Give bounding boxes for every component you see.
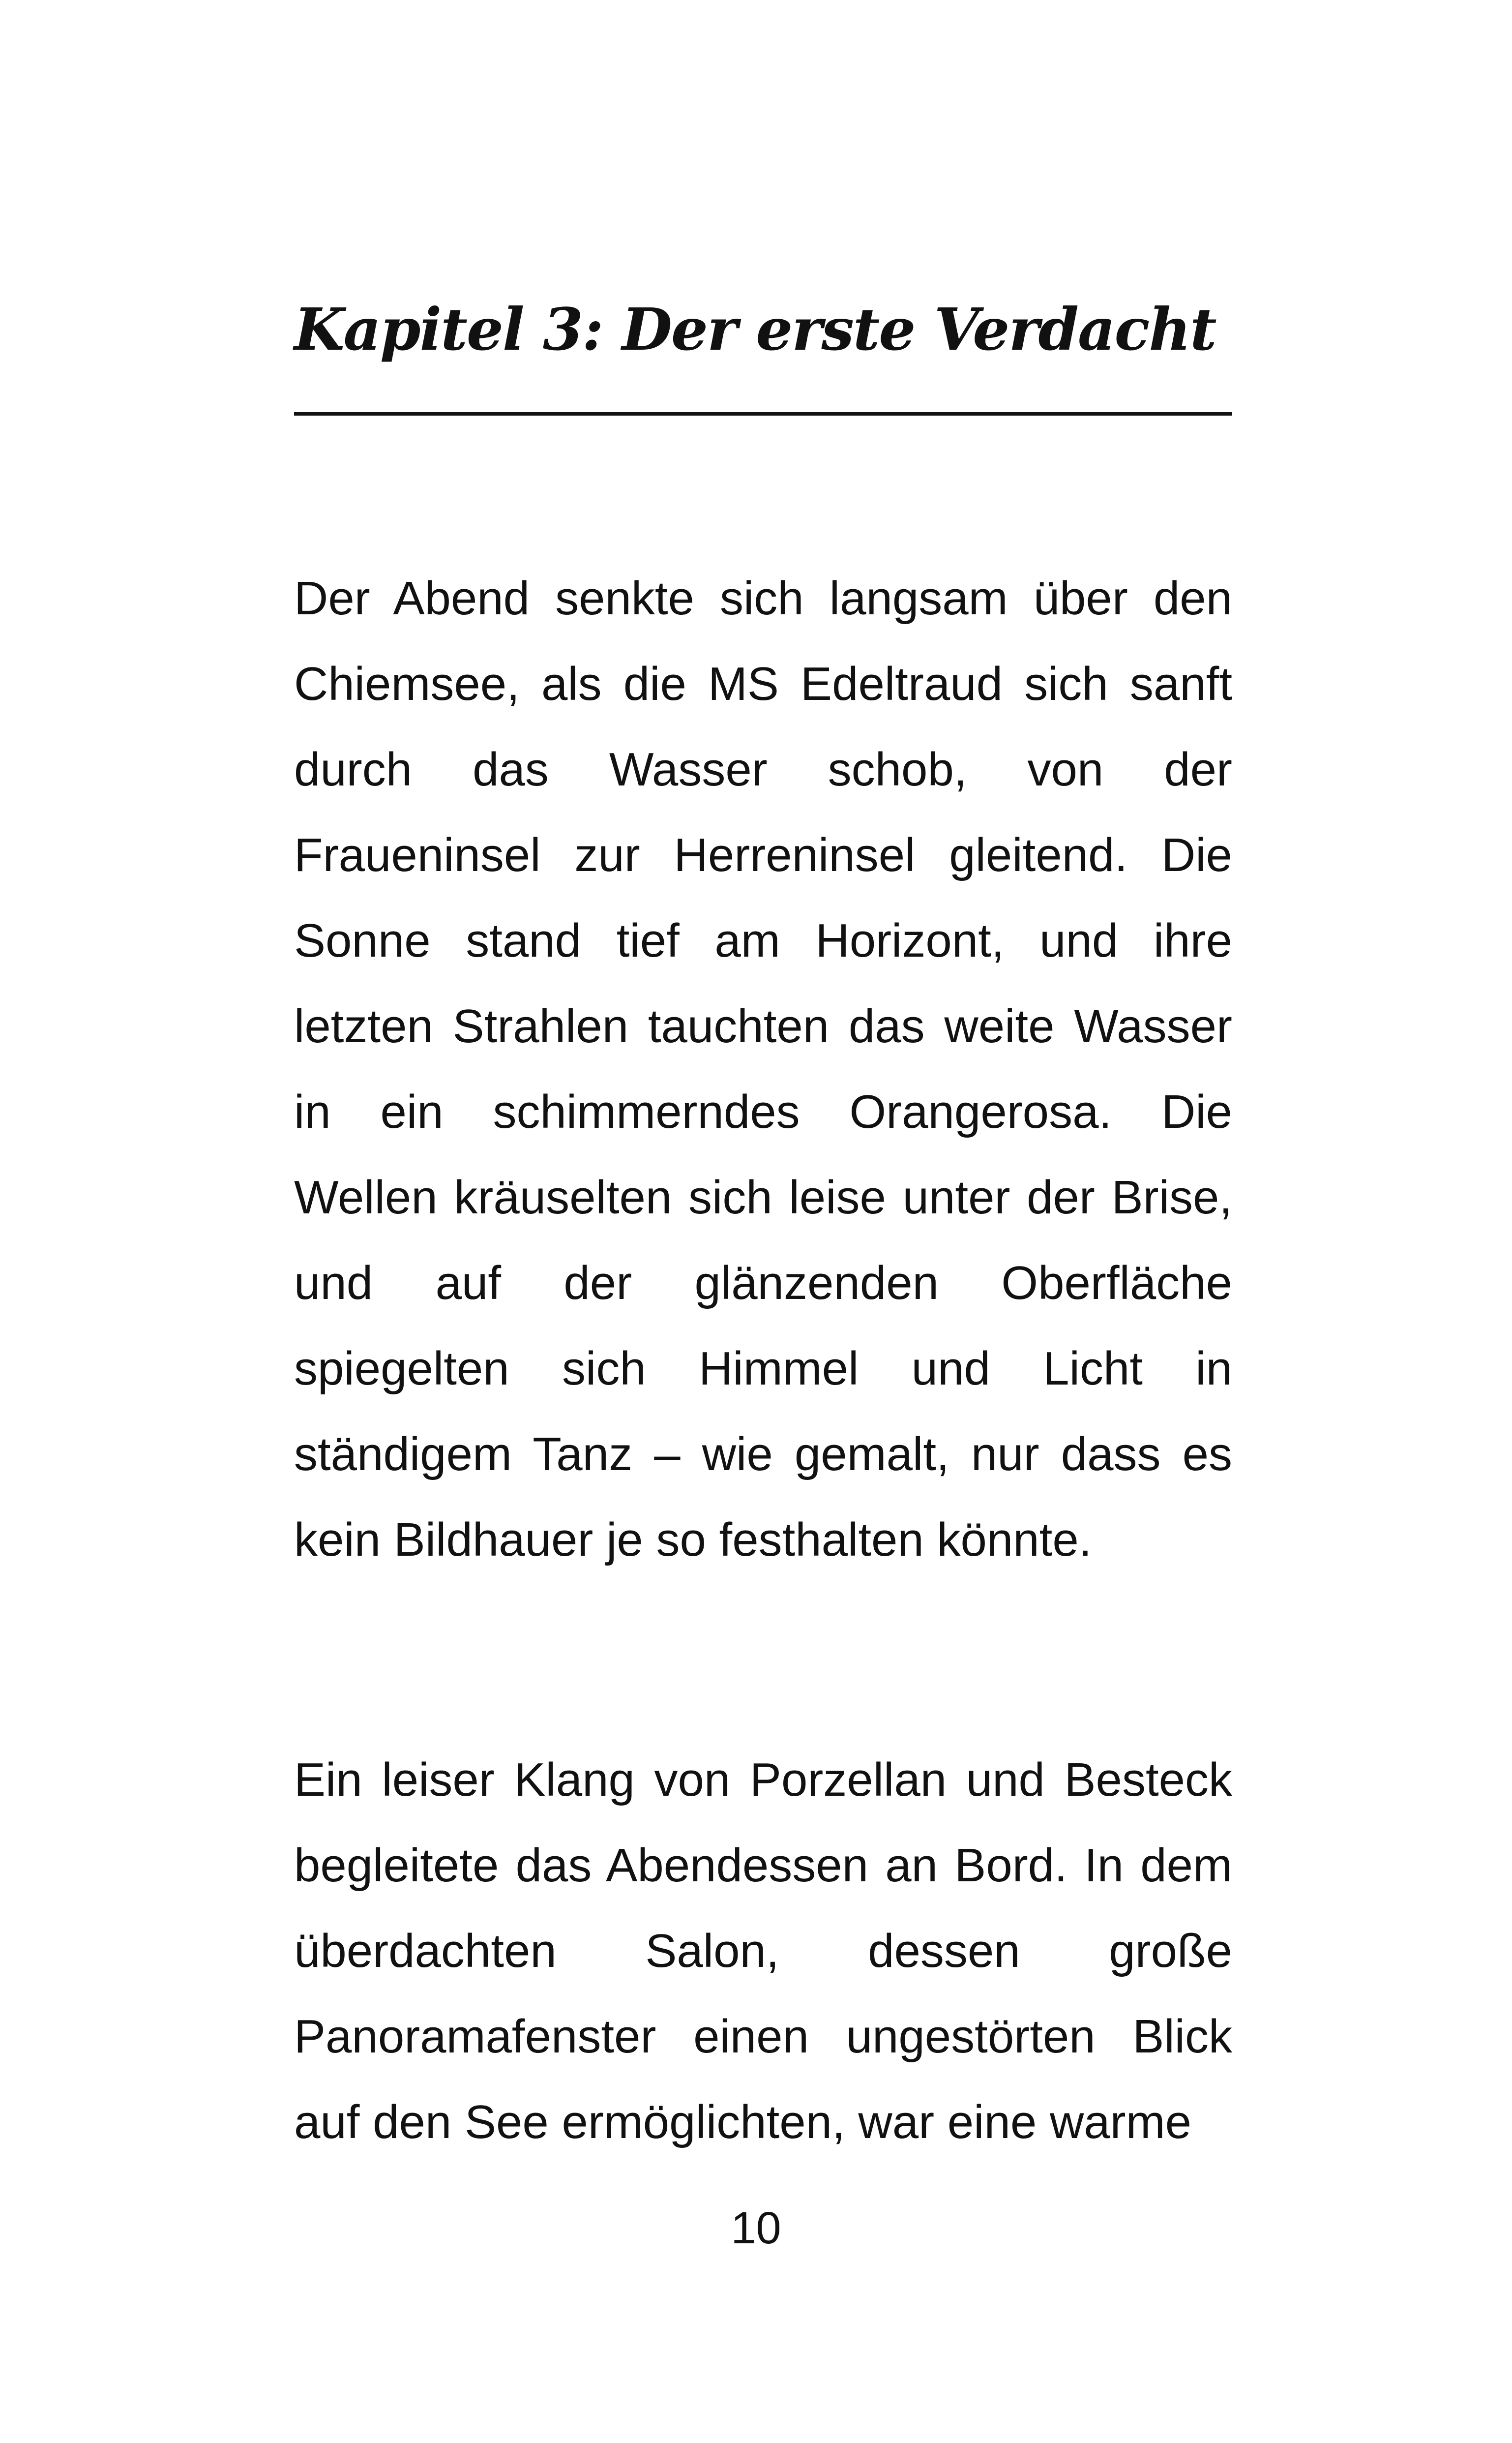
chapter-title: Kapitel 3: Der erste Verdacht [294, 295, 1216, 363]
page-number: 10 [731, 2203, 781, 2253]
body-paragraph-1: Der Abend senkte sich langsam über den Chiemsee, als die MS Edeltraud sich sanft durch das Wasser schob, von der Fraueninsel zur Herreninsel gleitend. Die Sonne stand tief am Horizont, und ihre letzten Strahlen tauchten das weite Wasser in ein schimmerndes Orangerosa. Die Wellen kräuselten sich leise unter der Brise, und auf der glänzenden Oberfläche spiegelten sich Himmel und Licht in ständigem Tanz – wie gemalt, nur dass es kein Bildhauer je so festhalten könnte. [294, 572, 1232, 1566]
body-paragraph-2: Ein leiser Klang von Porzellan und Besteck begleitete das Abendessen an Bord. In dem überdachten Salon, dessen große Panoramafenster einen ungestörten Blick auf den See ermöglichten, war eine warme [294, 1753, 1232, 2148]
title-divider [294, 412, 1232, 416]
